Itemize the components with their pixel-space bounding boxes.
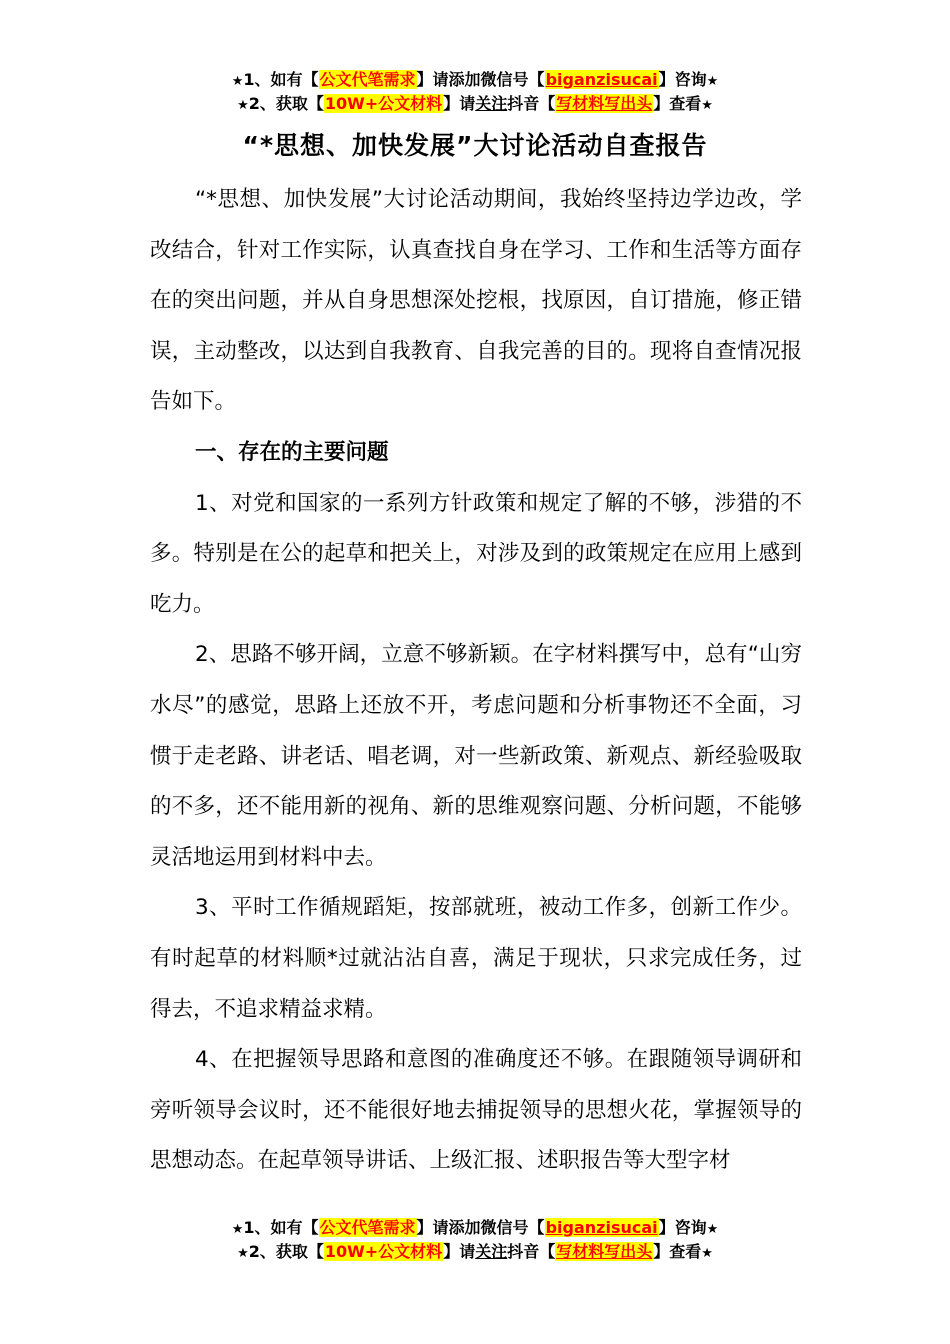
banner-text: 1、如有【 (243, 70, 319, 89)
banner-text: 抖音【 (507, 1242, 556, 1261)
star-icon: ★ (231, 74, 244, 89)
banner-line-2 (0, 1240, 950, 1264)
paragraph-intro: “*思想、加快发展”大讨论活动期间，我始终坚持边学边改，学改结合，针对工作实际，认真查找自身在学习、工作和生活等方面存在的突出问题，并从自身思想深处挖根，找原因，自订措施，修正错误，主动整改，以达到自我教育、自我完善的目的。现将自查情况报告如下。 (150, 187, 802, 415)
banner-douyin-id: 写材料写出头 (556, 1242, 653, 1261)
banner-text: 】咨询 (658, 1218, 707, 1237)
paragraph-item-4: 4、在把握领导思路和意图的准确度还不够。在跟随领导调研和旁听领导会议时，还不能很好地去捕捉领导的思想火花，掌握领导的思想动态。在起草领导讲话、上级汇报、述职报告等大型字材 (150, 1047, 802, 1174)
section-heading: 一、存在的主要问题 (195, 439, 389, 465)
document-body (150, 175, 802, 1187)
banner-text: 1、如有【 (243, 1218, 319, 1237)
banner-wechat-id: biganzisucai (545, 70, 658, 89)
banner-line-1 (0, 68, 950, 92)
header-banner (0, 68, 950, 116)
banner-text: 】咨询 (658, 70, 707, 89)
banner-text: 】请 (443, 94, 476, 113)
banner-line-2 (0, 92, 950, 116)
star-icon: ★ (237, 1246, 249, 1261)
document-title: “*思想、加快发展”大讨论活动自查报告 (242, 131, 708, 160)
banner-highlight-service: 公文代笔需求 (319, 1218, 416, 1237)
banner-wechat-id: biganzisucai (545, 1218, 658, 1237)
banner-highlight-materials: 10W+公文材料 (324, 94, 443, 113)
banner-highlight-materials: 10W+公文材料 (324, 1242, 443, 1261)
footer-banner (0, 1216, 950, 1264)
star-icon: ★ (706, 74, 719, 89)
banner-douyin-id: 写材料写出头 (556, 94, 653, 113)
banner-text: 】查看 (653, 1242, 702, 1261)
paragraph-item-2: 2、思路不够开阔，立意不够新颖。在字材料撰写中，总有“山穷水尽”的感觉，思路上还放不开，考虑问题和分析事物还不全面，习惯于走老路、讲老话、唱老调，对一些新政策、新观点、新经验吸取的不多，还不能用新的视角、新的思维观察问题、分析问题，不能够灵活地运用到材料中去。 (150, 642, 802, 870)
banner-highlight-service: 公文代笔需求 (319, 70, 416, 89)
banner-text: 】请 (443, 1242, 476, 1261)
banner-text: 2、获取【 (248, 94, 324, 113)
star-icon: ★ (701, 98, 713, 113)
banner-text: 微信号【 (480, 1218, 545, 1237)
banner-emphasis: 关注 (475, 94, 508, 113)
banner-emphasis: 关注 (475, 1242, 508, 1261)
paragraph-item-1: 1、对党和国家的一系列方针政策和规定了解的不够，涉猎的不多。特别是在公的起草和把关上，对涉及到的政策规定在应用上感到吃力。 (150, 490, 802, 617)
banner-text: 】请 (416, 1218, 449, 1237)
star-icon: ★ (706, 1222, 719, 1237)
banner-emphasis: 添加 (448, 1218, 481, 1237)
star-icon: ★ (237, 98, 249, 113)
banner-text: 】查看 (653, 94, 702, 113)
banner-text: 】请 (416, 70, 449, 89)
banner-emphasis: 添加 (448, 70, 481, 89)
star-icon: ★ (701, 1246, 713, 1261)
paragraph-item-3: 3、平时工作循规蹈矩，按部就班，被动工作多，创新工作少。有时起草的材料顺*过就沾沾自喜，满足于现状，只求完成任务，过得去，不追求精益求精。 (150, 895, 802, 1022)
banner-line-1 (0, 1216, 950, 1240)
banner-text: 抖音【 (507, 94, 556, 113)
banner-text: 2、获取【 (248, 1242, 324, 1261)
banner-text: 微信号【 (480, 70, 545, 89)
star-icon: ★ (231, 1222, 244, 1237)
